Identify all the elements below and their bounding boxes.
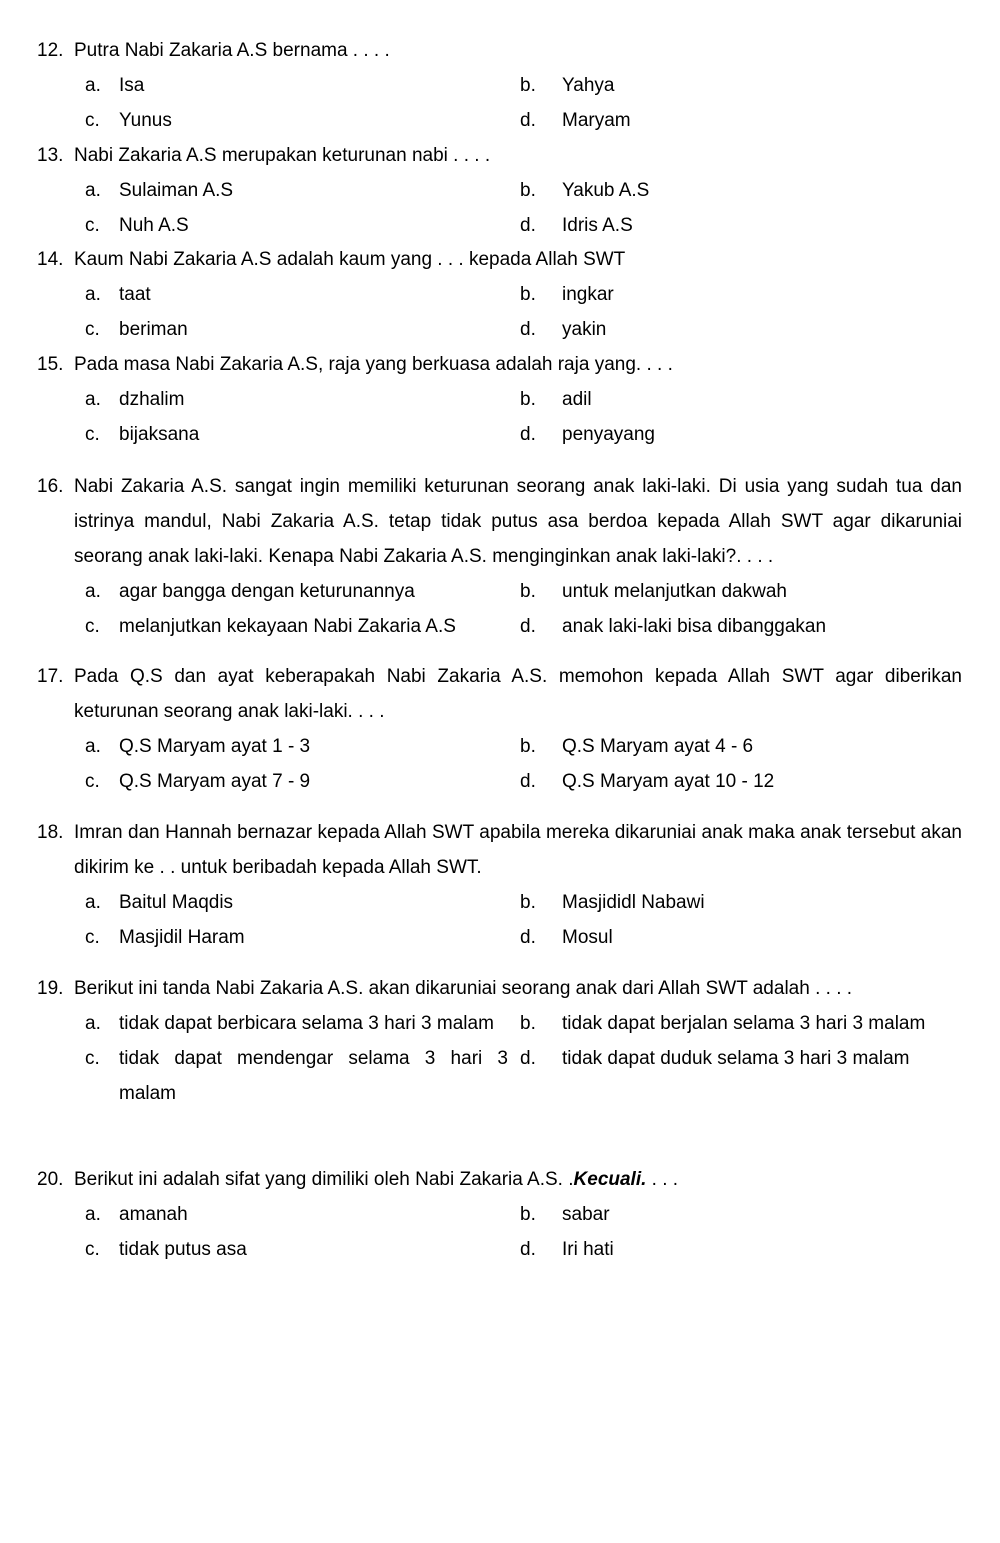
question-text: Pada Q.S dan ayat keberapakah Nabi Zakaria A.S. memohon kepada Allah SWT agar diberikan keturunan seorang anak laki-laki. . . . <box>74 666 962 722</box>
option-text: bijaksana <box>119 424 200 445</box>
question-number: 15. <box>37 354 64 375</box>
option-text: penyayang <box>562 424 655 445</box>
option-letter: d. <box>520 927 536 948</box>
question-17 <box>37 659 962 799</box>
question-stem <box>37 138 962 173</box>
option-letter: d. <box>520 110 536 131</box>
option-b[interactable] <box>520 277 975 312</box>
option-d[interactable] <box>520 1232 975 1267</box>
options <box>85 1006 962 1111</box>
option-c[interactable] <box>85 103 520 138</box>
option-letter: d. <box>520 215 536 236</box>
question-stem <box>37 971 962 1006</box>
options <box>85 382 962 452</box>
option-text: Sulaiman A.S <box>119 180 234 201</box>
option-text: yakin <box>562 319 607 340</box>
option-letter: c. <box>85 1048 100 1069</box>
option-text: Maryam <box>562 110 631 131</box>
option-letter: a. <box>85 389 101 410</box>
question-stem <box>37 469 962 574</box>
option-b[interactable] <box>520 173 975 208</box>
option-letter: b. <box>520 75 536 96</box>
option-letter: a. <box>85 736 101 757</box>
option-letter: a. <box>85 892 101 913</box>
question-text-main: Berikut ini adalah sifat yang dimiliki oleh Nabi Zakaria A.S. . <box>74 1169 574 1190</box>
option-letter: c. <box>85 616 100 637</box>
option-text: melanjutkan kekayaan Nabi Zakaria A.S <box>119 616 456 637</box>
question-number: 13. <box>37 145 64 166</box>
option-text: Isa <box>119 75 145 96</box>
option-letter: b. <box>520 1204 536 1225</box>
option-text: Q.S Maryam ayat 10 - 12 <box>562 771 775 792</box>
options <box>85 173 962 243</box>
question-text: Kaum Nabi Zakaria A.S adalah kaum yang . . . kepada Allah SWT <box>74 249 626 270</box>
question-15 <box>37 347 962 452</box>
option-text: Q.S Maryam ayat 1 - 3 <box>119 736 311 757</box>
option-c[interactable] <box>85 920 520 955</box>
option-d[interactable] <box>520 103 975 138</box>
option-letter: a. <box>85 1013 101 1034</box>
option-c[interactable] <box>85 609 520 644</box>
question-text: Imran dan Hannah bernazar kepada Allah SWT apabila mereka dikaruniai anak maka anak tersebut akan dikirim ke . . untuk beribadah kepada Allah SWT. <box>74 822 962 878</box>
option-text: amanah <box>119 1204 188 1225</box>
option-d[interactable] <box>520 609 975 644</box>
question-16 <box>37 469 962 644</box>
options <box>85 729 962 799</box>
option-letter: a. <box>85 1204 101 1225</box>
question-14 <box>37 242 962 347</box>
question-text: Berikut ini tanda Nabi Zakaria A.S. akan dikaruniai seorang anak dari Allah SWT adalah . . . . <box>74 978 853 999</box>
option-letter: c. <box>85 927 100 948</box>
option-letter: b. <box>520 892 536 913</box>
question-text <box>74 1162 962 1197</box>
option-text: adil <box>562 389 592 410</box>
option-text: dzhalim <box>119 389 185 410</box>
option-text: anak laki-laki bisa dibanggakan <box>562 616 827 637</box>
option-text: Iri hati <box>562 1239 614 1260</box>
question-emphasis: Kecuali. <box>573 1169 647 1190</box>
question-number: 20. <box>37 1169 64 1190</box>
question-stem <box>37 1162 962 1197</box>
option-text: Masjididl Nabawi <box>562 892 705 913</box>
option-a[interactable] <box>85 1197 520 1232</box>
option-a[interactable] <box>85 277 520 312</box>
option-text: taat <box>119 284 151 305</box>
option-a[interactable] <box>85 729 520 764</box>
option-text: Idris A.S <box>562 215 633 236</box>
option-text: agar bangga dengan keturunannya <box>119 581 415 602</box>
option-letter: a. <box>85 284 101 305</box>
option-c[interactable] <box>85 208 520 243</box>
question-number: 12. <box>37 40 64 61</box>
option-text: sabar <box>562 1204 610 1225</box>
option-c[interactable] <box>85 312 520 347</box>
option-letter: b. <box>520 581 536 602</box>
option-letter: c. <box>85 424 100 445</box>
question-text: Putra Nabi Zakaria A.S bernama . . . . <box>74 40 390 61</box>
question-text-tail: . . . <box>646 1169 679 1190</box>
option-letter: d. <box>520 616 536 637</box>
option-text: Yakub A.S <box>562 180 650 201</box>
option-text: Yunus <box>119 110 172 131</box>
option-letter: a. <box>85 75 101 96</box>
question-stem <box>37 242 962 277</box>
option-d[interactable] <box>520 208 975 243</box>
option-b[interactable] <box>520 382 975 417</box>
options <box>85 885 962 955</box>
option-a[interactable] <box>85 68 520 103</box>
option-c[interactable] <box>85 1232 520 1267</box>
option-a[interactable] <box>85 574 520 609</box>
option-text: tidak dapat berbicara selama 3 hari 3 malam <box>119 1013 494 1034</box>
question-number: 14. <box>37 249 64 270</box>
option-b[interactable] <box>520 574 975 609</box>
option-letter: b. <box>520 736 536 757</box>
option-letter: c. <box>85 319 100 340</box>
option-text: tidak dapat berjalan selama 3 hari 3 malam <box>562 1013 926 1034</box>
options <box>85 1197 962 1267</box>
option-text: Mosul <box>562 927 613 948</box>
option-letter: d. <box>520 319 536 340</box>
option-letter: c. <box>85 771 100 792</box>
question-13 <box>37 138 962 243</box>
option-letter: c. <box>85 1239 100 1260</box>
question-number: 17. <box>37 666 64 687</box>
option-d[interactable] <box>520 920 975 955</box>
options <box>85 277 962 347</box>
option-letter: b. <box>520 389 536 410</box>
option-text: tidak putus asa <box>119 1239 247 1260</box>
option-letter: a. <box>85 180 101 201</box>
option-text: tidak dapat duduk selama 3 hari 3 malam <box>562 1048 910 1069</box>
question-12 <box>37 33 962 138</box>
question-18 <box>37 815 962 955</box>
option-letter: a. <box>85 581 101 602</box>
option-text: Nuh A.S <box>119 215 189 236</box>
option-text: ingkar <box>562 284 614 305</box>
option-text: Yahya <box>562 75 615 96</box>
option-d[interactable] <box>520 1041 975 1111</box>
option-letter: c. <box>85 215 100 236</box>
option-text: untuk melanjutkan dakwah <box>562 581 787 602</box>
option-letter: d. <box>520 424 536 445</box>
question-number: 19. <box>37 978 64 999</box>
option-c[interactable] <box>85 417 520 452</box>
option-letter: b. <box>520 180 536 201</box>
option-letter: d. <box>520 1048 536 1069</box>
option-letter: d. <box>520 1239 536 1260</box>
question-stem <box>37 347 962 382</box>
option-letter: b. <box>520 284 536 305</box>
option-a[interactable] <box>85 173 520 208</box>
option-d[interactable] <box>520 312 975 347</box>
option-b[interactable] <box>520 1197 975 1232</box>
option-a[interactable] <box>85 1006 520 1041</box>
option-d[interactable] <box>520 764 975 799</box>
question-text: Pada masa Nabi Zakaria A.S, raja yang berkuasa adalah raja yang. . . . <box>74 354 673 375</box>
option-text: Q.S Maryam ayat 4 - 6 <box>562 736 754 757</box>
option-a[interactable] <box>85 382 520 417</box>
option-letter: c. <box>85 110 100 131</box>
option-text: Baitul Maqdis <box>119 892 234 913</box>
option-letter: d. <box>520 771 536 792</box>
option-b[interactable] <box>520 885 975 920</box>
option-letter: b. <box>520 1013 536 1034</box>
question-20 <box>37 1162 962 1267</box>
option-a[interactable] <box>85 885 520 920</box>
question-stem <box>37 815 962 885</box>
question-text: Nabi Zakaria A.S. sangat ingin memiliki keturunan seorang anak laki-laki. Di usia yang sudah tua dan istrinya mandul, Nabi Zakaria A.S. tetap tidak putus asa berdoa kepada Allah SWT agar dikaruniai seorang anak laki-laki. Kenapa Nabi Zakaria A.S. menginginkan anak laki-laki?. . . . <box>74 476 962 567</box>
option-text: Masjidil Haram <box>119 927 245 948</box>
option-b[interactable] <box>520 1006 975 1041</box>
options <box>85 574 962 644</box>
question-19 <box>37 971 962 1111</box>
option-b[interactable] <box>520 729 975 764</box>
options <box>85 68 962 138</box>
option-text: tidak dapat mendengar selama 3 hari 3 malam <box>119 1048 508 1104</box>
option-b[interactable] <box>520 68 975 103</box>
option-c[interactable] <box>85 764 520 799</box>
option-text: beriman <box>119 319 188 340</box>
question-number: 18. <box>37 822 64 843</box>
option-text: Q.S Maryam ayat 7 - 9 <box>119 771 311 792</box>
option-d[interactable] <box>520 417 975 452</box>
question-text: Nabi Zakaria A.S merupakan keturunan nabi . . . . <box>74 145 491 166</box>
question-stem <box>37 33 962 68</box>
question-stem <box>37 659 962 729</box>
question-number: 16. <box>37 476 64 497</box>
option-c[interactable] <box>85 1041 520 1111</box>
